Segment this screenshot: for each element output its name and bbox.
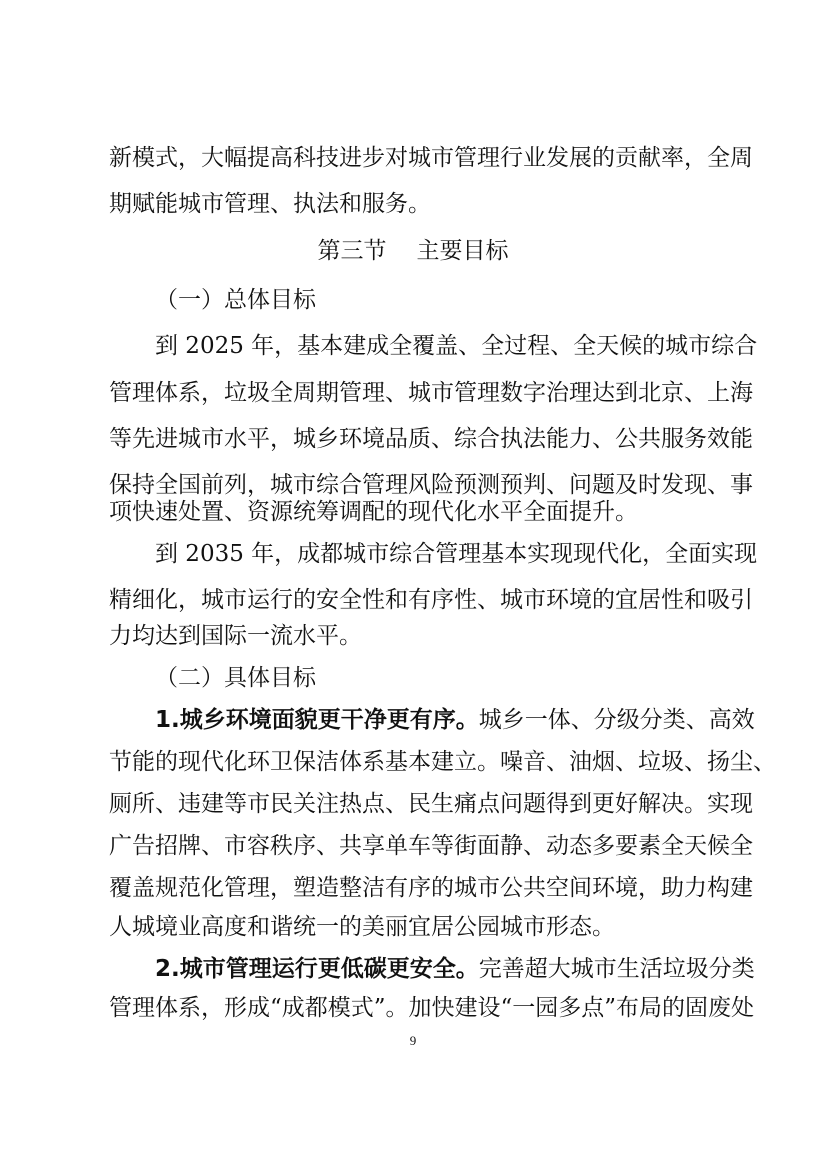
item2-line-1 — [155, 954, 755, 984]
overall-para2-line-2: 精细化，城市运行的安全性和有序性、城市环境的宜居性和吸引 — [109, 587, 753, 613]
item1-line-2: 节能的现代化环卫保洁体系基本建立。噪音、油烟、垃圾、扬尘、 — [109, 749, 776, 775]
item1-line-5: 覆盖规范化管理，塑造整洁有序的城市公共空间环境，助力构建 — [109, 875, 753, 901]
item1-line-1 — [155, 705, 755, 735]
intro-line-1: 新模式，大幅提高科技进步对城市管理行业发展的贡献率，全周 — [109, 145, 753, 171]
item1-line-6: 人城境业高度和谐统一的美丽宜居公园城市形态。 — [109, 914, 615, 940]
overall-para1-line-5: 项快速处置、资源统筹调配的现代化水平全面提升。 — [109, 499, 638, 525]
overall-para2-line-1: 到 2035 年，成都城市综合管理基本实现现代化，全面实现 — [155, 541, 758, 567]
section-heading — [0, 236, 826, 266]
overall-goal-heading: （一）总体目标 — [155, 287, 316, 313]
item1-line-3: 厕所、违建等市民关注热点、民生痛点问题得到更好解决。实现 — [109, 791, 753, 817]
section-number: 第三节 — [317, 238, 387, 264]
item2-first-rest: 完善超大城市生活垃圾分类 — [478, 956, 755, 982]
item1-lead: 1.城乡环境面貌更干净更有序。 — [155, 707, 479, 733]
section-title: 主要目标 — [416, 238, 509, 264]
specific-goals-heading: （二）具体目标 — [155, 665, 316, 691]
overall-para1-line-2: 管理体系，垃圾全周期管理、城市管理数字治理达到北京、上海 — [109, 380, 753, 406]
overall-para2-line-3: 力均达到国际一流水平。 — [109, 623, 362, 649]
intro-line-2: 期赋能城市管理、执法和服务。 — [109, 191, 431, 217]
overall-para1-line-1: 到 2025 年，基本建成全覆盖、全过程、全天候的城市综合 — [155, 333, 758, 359]
overall-para1-line-3: 等先进城市水平，城乡环境品质、综合执法能力、公共服务效能 — [109, 426, 753, 452]
item2-line-2: 管理体系，形成“成都模式”。加快建设“一园多点”布局的固废处 — [109, 995, 755, 1021]
item1-line-4: 广告招牌、市容秩序、共享单车等街面静、动态多要素全天候全 — [109, 833, 753, 859]
page-number: 9 — [409, 1033, 417, 1048]
overall-para1-line-4: 保持全国前列，城市综合管理风险预测预判、问题及时发现、事 — [109, 472, 753, 498]
item2-lead: 2.城市管理运行更低碳更安全。 — [155, 956, 479, 982]
item1-first-rest: 城乡一体、分级分类、高效 — [478, 707, 755, 733]
